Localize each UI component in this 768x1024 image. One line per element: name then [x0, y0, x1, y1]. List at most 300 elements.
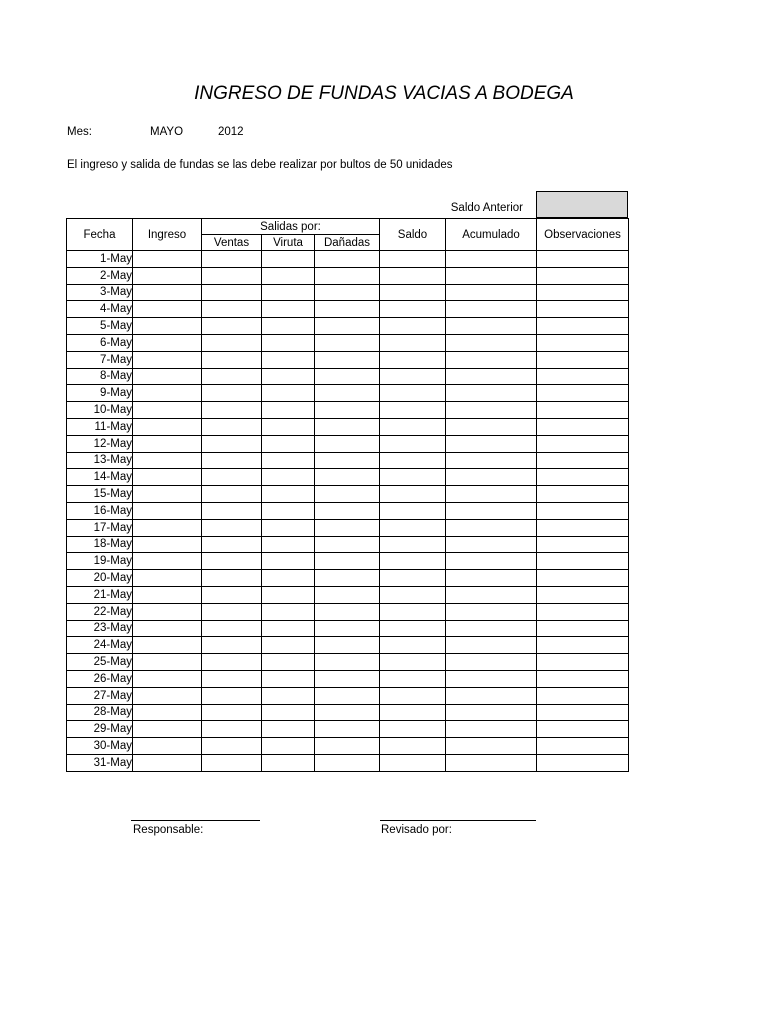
date-cell: 17-May [67, 519, 133, 536]
saldo-cell[interactable] [380, 687, 446, 704]
saldo-anterior-label: Saldo Anterior [450, 202, 523, 214]
danadas-cell[interactable] [315, 267, 380, 284]
saldo-cell[interactable] [380, 318, 446, 335]
table-row [67, 519, 629, 536]
acumulado-cell[interactable] [446, 301, 537, 318]
header-acumulado: Acumulado [446, 219, 537, 251]
observaciones-cell[interactable] [537, 721, 629, 738]
revisado-signature-line [380, 820, 536, 821]
saldo-cell[interactable] [380, 402, 446, 419]
ventas-cell[interactable] [202, 284, 262, 301]
ventas-cell[interactable] [202, 469, 262, 486]
ventas-cell[interactable] [202, 654, 262, 671]
danadas-cell[interactable] [315, 738, 380, 755]
table-row [67, 251, 629, 268]
ventas-cell[interactable] [202, 402, 262, 419]
viruta-cell[interactable] [262, 754, 315, 771]
acumulado-cell[interactable] [446, 721, 537, 738]
ventas-cell[interactable] [202, 368, 262, 385]
viruta-cell[interactable] [262, 553, 315, 570]
observaciones-cell[interactable] [537, 553, 629, 570]
header-ventas: Ventas [202, 235, 262, 251]
table-row [67, 536, 629, 553]
observaciones-cell[interactable] [537, 452, 629, 469]
ingreso-cell[interactable] [133, 334, 202, 351]
ventas-cell[interactable] [202, 334, 262, 351]
ventas-cell[interactable] [202, 704, 262, 721]
danadas-cell[interactable] [315, 486, 380, 503]
date-cell: 12-May [67, 435, 133, 452]
ventas-cell[interactable] [202, 435, 262, 452]
saldo-cell[interactable] [380, 284, 446, 301]
saldo-cell[interactable] [380, 654, 446, 671]
date-cell: 5-May [67, 318, 133, 335]
saldo-cell[interactable] [380, 368, 446, 385]
date-cell: 24-May [67, 637, 133, 654]
saldo-cell[interactable] [380, 721, 446, 738]
acumulado-cell[interactable] [446, 351, 537, 368]
saldo-anterior-cell[interactable] [536, 191, 628, 218]
responsable-signature-line [131, 820, 260, 821]
danadas-cell[interactable] [315, 536, 380, 553]
acumulado-cell[interactable] [446, 620, 537, 637]
viruta-cell[interactable] [262, 536, 315, 553]
date-cell: 19-May [67, 553, 133, 570]
danadas-cell[interactable] [315, 553, 380, 570]
observaciones-cell[interactable] [537, 334, 629, 351]
ingreso-cell[interactable] [133, 351, 202, 368]
observaciones-cell[interactable] [537, 687, 629, 704]
viruta-cell[interactable] [262, 385, 315, 402]
date-cell: 16-May [67, 502, 133, 519]
acumulado-cell[interactable] [446, 418, 537, 435]
ventas-cell[interactable] [202, 486, 262, 503]
table-row [67, 603, 629, 620]
month-value: MAYO [150, 126, 184, 138]
observaciones-cell[interactable] [537, 469, 629, 486]
acumulado-cell[interactable] [446, 536, 537, 553]
ventas-cell[interactable] [202, 687, 262, 704]
observaciones-cell[interactable] [537, 704, 629, 721]
viruta-cell[interactable] [262, 334, 315, 351]
ingreso-cell[interactable] [133, 402, 202, 419]
observaciones-cell[interactable] [537, 267, 629, 284]
acumulado-cell[interactable] [446, 637, 537, 654]
table-row [67, 334, 629, 351]
ventas-cell[interactable] [202, 603, 262, 620]
ingreso-cell[interactable] [133, 452, 202, 469]
ingreso-cell[interactable] [133, 368, 202, 385]
observaciones-cell[interactable] [537, 301, 629, 318]
table-row [67, 486, 629, 503]
saldo-cell[interactable] [380, 670, 446, 687]
saldo-cell[interactable] [380, 469, 446, 486]
viruta-cell[interactable] [262, 251, 315, 268]
ventas-cell[interactable] [202, 754, 262, 771]
viruta-cell[interactable] [262, 368, 315, 385]
danadas-cell[interactable] [315, 385, 380, 402]
ventas-cell[interactable] [202, 385, 262, 402]
observaciones-cell[interactable] [537, 670, 629, 687]
acumulado-cell[interactable] [446, 654, 537, 671]
table-row [67, 351, 629, 368]
danadas-cell[interactable] [315, 502, 380, 519]
ingreso-cell[interactable] [133, 519, 202, 536]
date-cell: 25-May [67, 654, 133, 671]
observaciones-cell[interactable] [537, 654, 629, 671]
viruta-cell[interactable] [262, 670, 315, 687]
table-row [67, 469, 629, 486]
viruta-cell[interactable] [262, 452, 315, 469]
table-row [67, 670, 629, 687]
danadas-cell[interactable] [315, 284, 380, 301]
date-cell: 9-May [67, 385, 133, 402]
ingreso-cell[interactable] [133, 318, 202, 335]
ingreso-cell[interactable] [133, 586, 202, 603]
danadas-cell[interactable] [315, 418, 380, 435]
saldo-cell[interactable] [380, 603, 446, 620]
viruta-cell[interactable] [262, 570, 315, 587]
danadas-cell[interactable] [315, 301, 380, 318]
observaciones-cell[interactable] [537, 251, 629, 268]
danadas-cell[interactable] [315, 368, 380, 385]
viruta-cell[interactable] [262, 603, 315, 620]
observaciones-cell[interactable] [537, 368, 629, 385]
ventas-cell[interactable] [202, 738, 262, 755]
table-row [67, 284, 629, 301]
ingreso-cell[interactable] [133, 435, 202, 452]
viruta-cell[interactable] [262, 738, 315, 755]
acumulado-cell[interactable] [446, 251, 537, 268]
viruta-cell[interactable] [262, 637, 315, 654]
acumulado-cell[interactable] [446, 738, 537, 755]
ventas-cell[interactable] [202, 418, 262, 435]
danadas-cell[interactable] [315, 754, 380, 771]
ingreso-cell[interactable] [133, 603, 202, 620]
danadas-cell[interactable] [315, 435, 380, 452]
saldo-cell[interactable] [380, 704, 446, 721]
ventas-cell[interactable] [202, 318, 262, 335]
date-cell: 27-May [67, 687, 133, 704]
acumulado-cell[interactable] [446, 402, 537, 419]
table-row [67, 586, 629, 603]
ventas-cell[interactable] [202, 637, 262, 654]
ingreso-cell[interactable] [133, 637, 202, 654]
acumulado-cell[interactable] [446, 519, 537, 536]
danadas-cell[interactable] [315, 251, 380, 268]
date-cell: 6-May [67, 334, 133, 351]
saldo-cell[interactable] [380, 251, 446, 268]
acumulado-cell[interactable] [446, 385, 537, 402]
viruta-cell[interactable] [262, 284, 315, 301]
table-row [67, 570, 629, 587]
danadas-cell[interactable] [315, 570, 380, 587]
table-row [67, 704, 629, 721]
acumulado-cell[interactable] [446, 469, 537, 486]
date-cell: 28-May [67, 704, 133, 721]
saldo-cell[interactable] [380, 519, 446, 536]
ventas-cell[interactable] [202, 670, 262, 687]
acumulado-cell[interactable] [446, 570, 537, 587]
table-row [67, 620, 629, 637]
viruta-cell[interactable] [262, 318, 315, 335]
acumulado-cell[interactable] [446, 318, 537, 335]
ventas-cell[interactable] [202, 267, 262, 284]
observaciones-cell[interactable] [537, 502, 629, 519]
acumulado-cell[interactable] [446, 435, 537, 452]
saldo-cell[interactable] [380, 738, 446, 755]
ingreso-cell[interactable] [133, 553, 202, 570]
year-value: 2012 [218, 126, 244, 138]
date-cell: 29-May [67, 721, 133, 738]
observaciones-cell[interactable] [537, 536, 629, 553]
date-cell: 31-May [67, 754, 133, 771]
danadas-cell[interactable] [315, 670, 380, 687]
acumulado-cell[interactable] [446, 553, 537, 570]
viruta-cell[interactable] [262, 620, 315, 637]
ingreso-cell[interactable] [133, 502, 202, 519]
header-observaciones: Observaciones [537, 219, 629, 251]
saldo-cell[interactable] [380, 502, 446, 519]
danadas-cell[interactable] [315, 452, 380, 469]
ingreso-cell[interactable] [133, 418, 202, 435]
observaciones-cell[interactable] [537, 603, 629, 620]
ingreso-cell[interactable] [133, 687, 202, 704]
table-row [67, 452, 629, 469]
acumulado-cell[interactable] [446, 687, 537, 704]
danadas-cell[interactable] [315, 603, 380, 620]
table-row [67, 553, 629, 570]
acumulado-cell[interactable] [446, 486, 537, 503]
acumulado-cell[interactable] [446, 670, 537, 687]
danadas-cell[interactable] [315, 318, 380, 335]
viruta-cell[interactable] [262, 519, 315, 536]
observaciones-cell[interactable] [537, 486, 629, 503]
table-row [67, 435, 629, 452]
ventas-cell[interactable] [202, 519, 262, 536]
danadas-cell[interactable] [315, 334, 380, 351]
ingreso-cell[interactable] [133, 267, 202, 284]
instruction-note: El ingreso y salida de fundas se las debe realizar por bultos de 50 unidades [67, 159, 453, 171]
saldo-cell[interactable] [380, 435, 446, 452]
acumulado-cell[interactable] [446, 586, 537, 603]
observaciones-cell[interactable] [537, 754, 629, 771]
date-cell: 7-May [67, 351, 133, 368]
ingreso-cell[interactable] [133, 670, 202, 687]
ingreso-cell[interactable] [133, 536, 202, 553]
date-cell: 23-May [67, 620, 133, 637]
table-row [67, 402, 629, 419]
ingreso-cell[interactable] [133, 721, 202, 738]
saldo-cell[interactable] [380, 418, 446, 435]
date-cell: 15-May [67, 486, 133, 503]
viruta-cell[interactable] [262, 402, 315, 419]
table-row [67, 368, 629, 385]
acumulado-cell[interactable] [446, 704, 537, 721]
table-body [67, 251, 629, 772]
viruta-cell[interactable] [262, 418, 315, 435]
date-cell: 10-May [67, 402, 133, 419]
header-viruta: Viruta [262, 235, 315, 251]
viruta-cell[interactable] [262, 351, 315, 368]
ventas-cell[interactable] [202, 570, 262, 587]
acumulado-cell[interactable] [446, 334, 537, 351]
header-fecha: Fecha [67, 219, 133, 251]
acumulado-cell[interactable] [446, 502, 537, 519]
ingreso-cell[interactable] [133, 738, 202, 755]
observaciones-cell[interactable] [537, 284, 629, 301]
observaciones-cell[interactable] [537, 435, 629, 452]
observaciones-cell[interactable] [537, 620, 629, 637]
viruta-cell[interactable] [262, 301, 315, 318]
date-cell: 22-May [67, 603, 133, 620]
header-salidas-por: Salidas por: [202, 219, 380, 235]
date-cell: 21-May [67, 586, 133, 603]
header-danadas: Dañadas [315, 235, 380, 251]
ventas-cell[interactable] [202, 351, 262, 368]
table-row [67, 754, 629, 771]
saldo-cell[interactable] [380, 385, 446, 402]
observaciones-cell[interactable] [537, 738, 629, 755]
month-label: Mes: [67, 126, 92, 138]
viruta-cell[interactable] [262, 687, 315, 704]
danadas-cell[interactable] [315, 704, 380, 721]
acumulado-cell[interactable] [446, 368, 537, 385]
viruta-cell[interactable] [262, 469, 315, 486]
table-row [67, 418, 629, 435]
ventas-cell[interactable] [202, 452, 262, 469]
date-cell: 18-May [67, 536, 133, 553]
ventas-cell[interactable] [202, 536, 262, 553]
danadas-cell[interactable] [315, 402, 380, 419]
viruta-cell[interactable] [262, 502, 315, 519]
danadas-cell[interactable] [315, 721, 380, 738]
observaciones-cell[interactable] [537, 385, 629, 402]
saldo-cell[interactable] [380, 351, 446, 368]
table-row [67, 301, 629, 318]
observaciones-cell[interactable] [537, 402, 629, 419]
danadas-cell[interactable] [315, 586, 380, 603]
table-row [67, 654, 629, 671]
date-cell: 1-May [67, 251, 133, 268]
table-row [67, 687, 629, 704]
acumulado-cell[interactable] [446, 267, 537, 284]
ventas-cell[interactable] [202, 620, 262, 637]
saldo-cell[interactable] [380, 486, 446, 503]
observaciones-cell[interactable] [537, 351, 629, 368]
date-cell: 14-May [67, 469, 133, 486]
observaciones-cell[interactable] [537, 586, 629, 603]
danadas-cell[interactable] [315, 620, 380, 637]
saldo-cell[interactable] [380, 452, 446, 469]
revisado-label: Revisado por: [381, 824, 452, 836]
saldo-cell[interactable] [380, 570, 446, 587]
log-table [66, 218, 629, 772]
table-row [67, 502, 629, 519]
saldo-cell[interactable] [380, 301, 446, 318]
ventas-cell[interactable] [202, 553, 262, 570]
saldo-cell[interactable] [380, 536, 446, 553]
ingreso-cell[interactable] [133, 251, 202, 268]
saldo-cell[interactable] [380, 334, 446, 351]
table-row [67, 318, 629, 335]
danadas-cell[interactable] [315, 519, 380, 536]
danadas-cell[interactable] [315, 351, 380, 368]
table-row [67, 385, 629, 402]
observaciones-cell[interactable] [537, 418, 629, 435]
ingreso-cell[interactable] [133, 570, 202, 587]
ventas-cell[interactable] [202, 586, 262, 603]
date-cell: 2-May [67, 267, 133, 284]
ventas-cell[interactable] [202, 502, 262, 519]
date-cell: 3-May [67, 284, 133, 301]
observaciones-cell[interactable] [537, 637, 629, 654]
date-cell: 20-May [67, 570, 133, 587]
saldo-cell[interactable] [380, 637, 446, 654]
ingreso-cell[interactable] [133, 301, 202, 318]
ingreso-cell[interactable] [133, 704, 202, 721]
ingreso-cell[interactable] [133, 620, 202, 637]
table-row [67, 267, 629, 284]
date-cell: 11-May [67, 418, 133, 435]
ventas-cell[interactable] [202, 301, 262, 318]
acumulado-cell[interactable] [446, 603, 537, 620]
ingreso-cell[interactable] [133, 385, 202, 402]
viruta-cell[interactable] [262, 267, 315, 284]
viruta-cell[interactable] [262, 654, 315, 671]
danadas-cell[interactable] [315, 637, 380, 654]
date-cell: 26-May [67, 670, 133, 687]
header-ingreso: Ingreso [133, 219, 202, 251]
acumulado-cell[interactable] [446, 284, 537, 301]
ingreso-cell[interactable] [133, 469, 202, 486]
saldo-cell[interactable] [380, 553, 446, 570]
ingreso-cell[interactable] [133, 754, 202, 771]
danadas-cell[interactable] [315, 687, 380, 704]
saldo-cell[interactable] [380, 754, 446, 771]
viruta-cell[interactable] [262, 486, 315, 503]
saldo-cell[interactable] [380, 586, 446, 603]
table-row [67, 721, 629, 738]
saldo-cell[interactable] [380, 620, 446, 637]
ingreso-cell[interactable] [133, 284, 202, 301]
viruta-cell[interactable] [262, 586, 315, 603]
page-title: INGRESO DE FUNDAS VACIAS A BODEGA [194, 83, 574, 104]
acumulado-cell[interactable] [446, 452, 537, 469]
viruta-cell[interactable] [262, 435, 315, 452]
observaciones-cell[interactable] [537, 519, 629, 536]
header-saldo: Saldo [380, 219, 446, 251]
date-cell: 13-May [67, 452, 133, 469]
date-cell: 30-May [67, 738, 133, 755]
observaciones-cell[interactable] [537, 570, 629, 587]
date-cell: 8-May [67, 368, 133, 385]
danadas-cell[interactable] [315, 654, 380, 671]
ventas-cell[interactable] [202, 721, 262, 738]
viruta-cell[interactable] [262, 704, 315, 721]
saldo-cell[interactable] [380, 267, 446, 284]
table-row [67, 738, 629, 755]
ingreso-cell[interactable] [133, 486, 202, 503]
viruta-cell[interactable] [262, 721, 315, 738]
acumulado-cell[interactable] [446, 754, 537, 771]
responsable-label: Responsable: [133, 824, 204, 836]
ventas-cell[interactable] [202, 251, 262, 268]
ingreso-cell[interactable] [133, 654, 202, 671]
danadas-cell[interactable] [315, 469, 380, 486]
observaciones-cell[interactable] [537, 318, 629, 335]
date-cell: 4-May [67, 301, 133, 318]
